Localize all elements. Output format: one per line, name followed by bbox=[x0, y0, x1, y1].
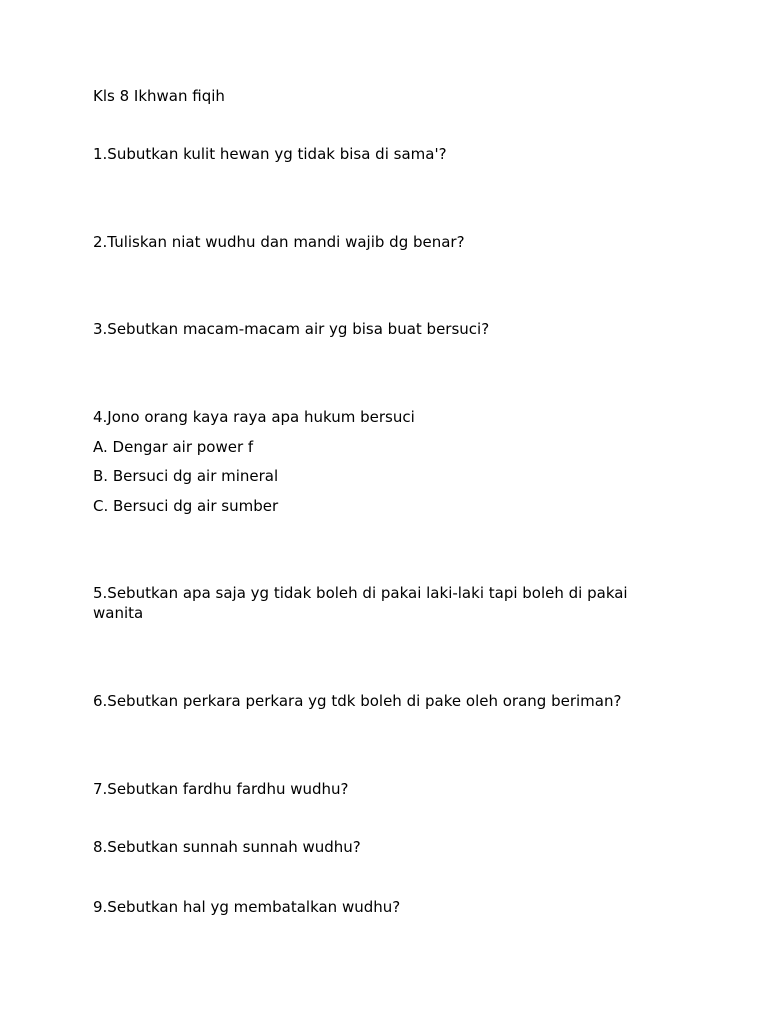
question-4-option-a: A. Dengar air power f bbox=[93, 438, 254, 456]
question-7: 7.Sebutkan fardhu fardhu wudhu? bbox=[93, 780, 349, 798]
question-9: 9.Sebutkan hal yg membatalkan wudhu? bbox=[93, 898, 401, 916]
question-3: 3.Sebutkan macam-macam air yg bisa buat bersuci? bbox=[93, 320, 490, 338]
document-title: Kls 8 Ikhwan fiqih bbox=[93, 87, 225, 105]
question-2: 2.Tuliskan niat wudhu dan mandi wajib dg benar? bbox=[93, 233, 465, 251]
question-4-option-b: B. Bersuci dg air mineral bbox=[93, 467, 279, 485]
question-5: 5.Sebutkan apa saja yg tidak boleh di pakai laki-laki tapi boleh di pakai wanita bbox=[93, 584, 628, 622]
question-6: 6.Sebutkan perkara perkara yg tdk boleh di pake oleh orang beriman? bbox=[93, 692, 622, 710]
question-8: 8.Sebutkan sunnah sunnah wudhu? bbox=[93, 838, 361, 856]
question-4-option-c: C. Bersuci dg air sumber bbox=[93, 497, 279, 515]
question-1: 1.Subutkan kulit hewan yg tidak bisa di sama'? bbox=[93, 145, 447, 163]
question-4: 4.Jono orang kaya raya apa hukum bersuci bbox=[93, 408, 415, 426]
